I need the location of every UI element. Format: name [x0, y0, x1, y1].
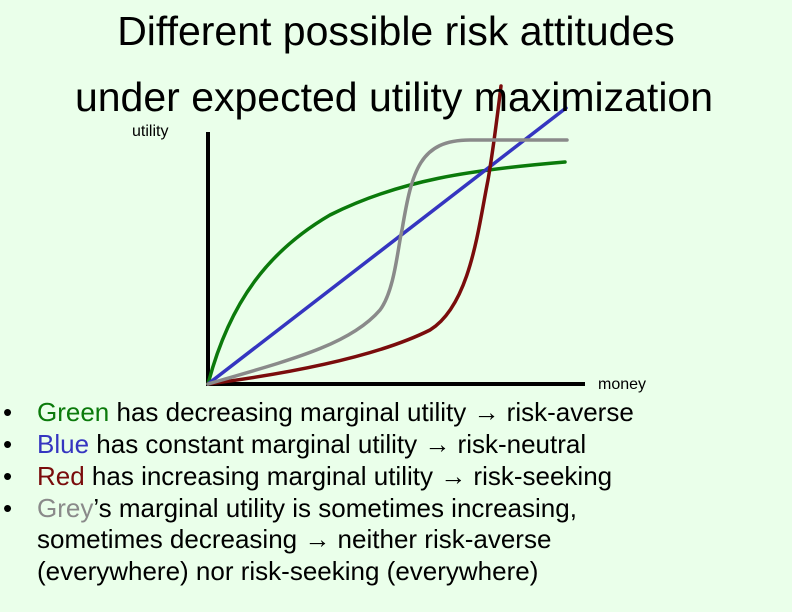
series-green-curve [208, 162, 565, 384]
bullet-colored-word: Green [37, 397, 110, 427]
bullet-dot-icon: • [3, 461, 13, 491]
bullet-text: has decreasing marginal utility → risk-averse [109, 397, 634, 427]
bullet-dot-icon: • [3, 397, 13, 427]
bullet-text: has increasing marginal utility → risk-seeking [84, 461, 613, 491]
title-line-2: under expected utility maximization [74, 74, 714, 120]
bullet-item-green [0, 396, 792, 428]
bullet-dot-icon: • [3, 429, 13, 459]
series-red-curve [208, 86, 501, 384]
bullet-item-red [0, 460, 792, 492]
bullet-text: ’s marginal utility is sometimes increasing, [93, 493, 577, 523]
x-axis-label: money [598, 376, 647, 393]
bullet-dot-icon: • [3, 493, 13, 523]
series-blue-line [208, 108, 566, 384]
bullet-text-line-2: sometimes decreasing → neither risk-averse [37, 524, 552, 554]
bullet-text-line-3: (everywhere) nor risk-seeking (everywhere) [37, 556, 539, 586]
bullet-colored-word: Grey [37, 493, 94, 523]
bullet-item-grey [0, 492, 792, 587]
bullet-colored-word: Blue [37, 429, 90, 459]
bullet-colored-word: Red [37, 461, 85, 491]
bullet-text: has constant marginal utility → risk-neutral [89, 429, 587, 459]
y-axis-label: utility [132, 123, 169, 140]
bullet-list [0, 396, 792, 587]
title-line-1: Different possible risk attitudes [117, 8, 675, 54]
bullet-item-blue [0, 428, 792, 460]
